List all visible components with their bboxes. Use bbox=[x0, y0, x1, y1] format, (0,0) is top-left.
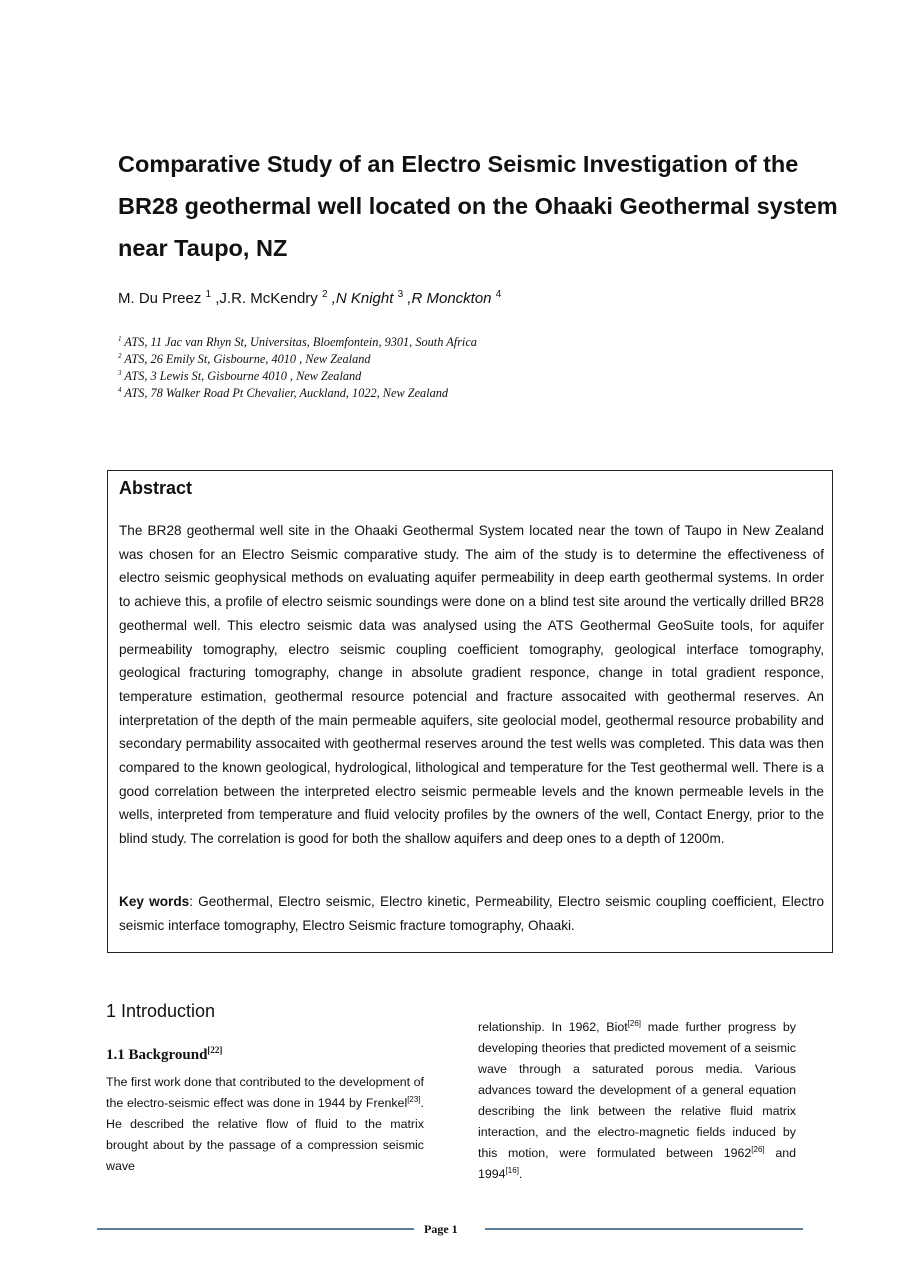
author: M. Du Preez bbox=[118, 290, 202, 307]
author-sup: 1 bbox=[205, 289, 212, 300]
author-sup: 2 bbox=[321, 289, 328, 300]
keywords-label: Key words bbox=[119, 894, 190, 909]
page-number: Page 1 bbox=[424, 1222, 458, 1236]
subsection-heading: 1.1 Background[22] bbox=[106, 1045, 223, 1063]
affiliation: $^4$ ATS, 78 Walker Road Pt Chevalier, Auckland, 1022, New Zealand bbox=[118, 386, 449, 401]
keywords-text: : Geothermal, Electro seismic, Electro kinetic, Permeability, Electro seismic coupling coefficient, Electro seismic interface tomography, Electro Seismic fracture tomography, Ohaaki. bbox=[119, 894, 824, 933]
author: ,N Knight bbox=[331, 290, 394, 307]
section-heading: 1 Introduction bbox=[106, 1001, 216, 1021]
affiliation: $^1$ ATS, 11 Jac van Rhyn St, Universitas, Bloemfontein, 9301, South Africa bbox=[118, 335, 477, 350]
affiliation: $^3$ ATS, 3 Lewis St, Gisbourne 4010 , New Zealand bbox=[118, 369, 362, 384]
abstract-text: The BR28 geothermal well site in the Ohaaki Geothermal System located near the town of Taupo in New Zealand was chosen for an Electro Seismic comparative study. The aim of the study is to determine the effectiveness of electro seismic geophysical methods on evaluating aquifer permeability in deep earth geothermal systems. In order to achieve this, a profile of electro seismic soundings were done on a blind test site around the vertically drilled BR28 geothermal well. This electro seismic data was analysed using the ATS Geothermal GeoSuite tools, for aquifer permeability tomography, electro seismic coupling coefficient tomography, geological interface tomography, geological fracturing tomography, change in absolute gradient responce, change in total gradient responce, temperature estimation, geothermal resource potencial and fracture assocaited with geothermal reserves. An interpretation of the depth of the main permeable aquifers, site geolocial model, geothermal resource probability and secondary permability assocaited with geothermal reserves around the test wells was completed. This data was then compared to the known geological, hydrological, lithological and temperature for the Test geothermal well. There is a good correlation between the interpreted electro seismic permeable levels and the known permeable levels in the wells, interpreted from temperature and fluid velocity profiles by the owners of the well, Contact Energy, prior to the blind study. The correlation is good for both the shallow aquifers and deep ones to a depth of 1200m. bbox=[119, 523, 824, 847]
paper-title: Comparative Study of an Electro Seismic Investigation of the BR28 geothermal well located on the Ohaaki Geothermal system near Taupo, NZ bbox=[118, 151, 838, 261]
author-list bbox=[118, 289, 501, 307]
affiliations bbox=[118, 332, 477, 400]
author-sup: 4 bbox=[495, 289, 502, 300]
author: ,R Monckton bbox=[407, 290, 492, 307]
keywords bbox=[119, 890, 824, 937]
affiliation: $^2$ ATS, 26 Emily St, Gisbourne, 4010 , New Zealand bbox=[118, 352, 371, 367]
author-sup: 3 bbox=[397, 289, 404, 300]
abstract-box bbox=[107, 470, 833, 953]
footer-rule-left bbox=[97, 1228, 414, 1230]
author: ,J.R. McKendry bbox=[215, 290, 318, 307]
left-column-text: The first work done that contributed to the development of the electro-seismic effect was done in 1944 by Frenkel[23]. He described the relative flow of fluid to the matrix brought about by the passage of a compression seismic wave bbox=[106, 1075, 424, 1173]
right-column-text: relationship. In 1962, Biot[26] made further progress by developing theories that predicted movement of a seismic wave through a saturated porous media. Various advances toward the development of a general equation describing the link between the relative fluid matrix interaction, and the electro-magnetic fields induced by this motion, were formulated between 1962[26] and 1994[16]. bbox=[478, 1018, 796, 1181]
footer-rule-right bbox=[485, 1228, 803, 1230]
abstract-heading: Abstract bbox=[119, 478, 193, 498]
